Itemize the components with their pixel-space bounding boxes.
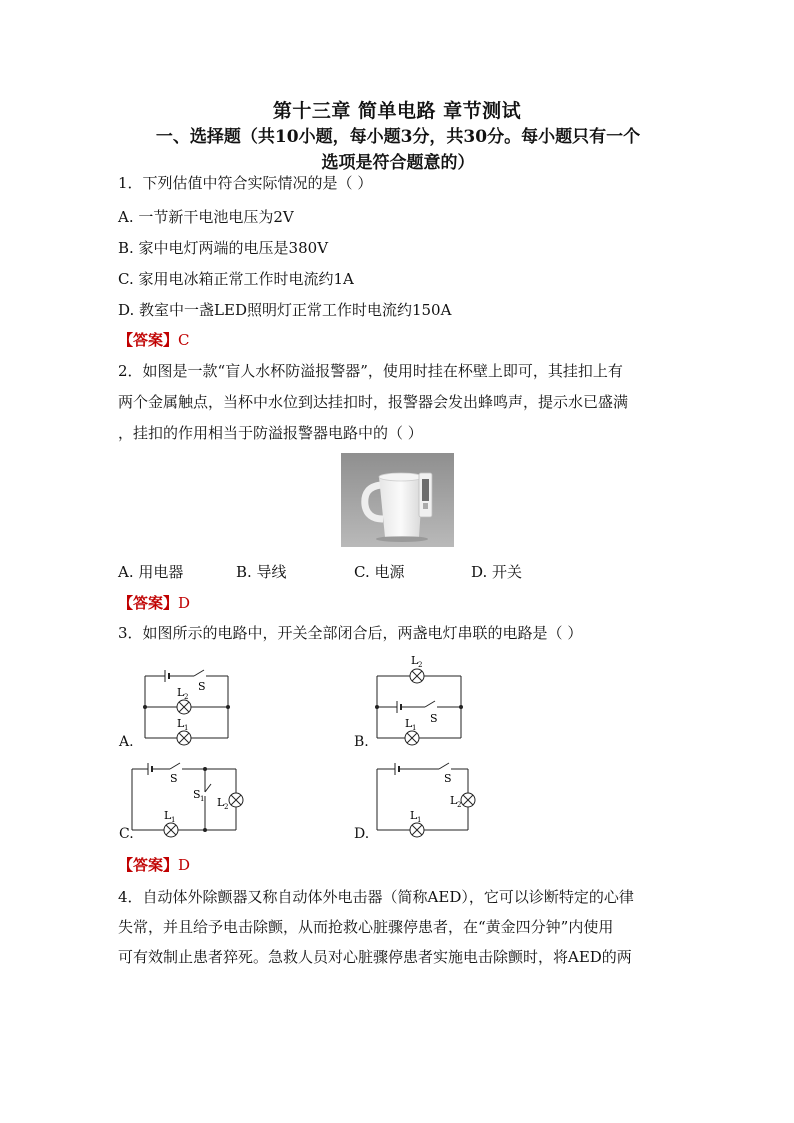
q2-answer: [118, 592, 190, 613]
section-heading-line2: 选项是符合题意的）: [321, 153, 475, 173]
circuit-a-switch-label: S: [198, 680, 206, 693]
circuit-a-l2-label: L: [177, 686, 185, 699]
circuit-a-l1-label: L: [177, 717, 185, 730]
q3-answer: [118, 854, 190, 875]
circuit-b-l1-subscript: 1: [412, 724, 417, 732]
circuit-c-l2-label: L: [217, 796, 225, 809]
q4-stem-line1: 4．自动体外除颤器又称自动体外电击器（简称AED），它可以诊断特定的心律: [118, 888, 634, 906]
answer-tag: 【答案】: [118, 331, 179, 349]
q1-answer: [118, 329, 190, 350]
q3-stem: 3．如图所示的电路中，开关全部闭合后，两盏电灯串联的电路是（ ）: [118, 624, 583, 642]
circuit-c-diagram: [120, 754, 250, 844]
circuit-c-s1-label: S: [193, 788, 201, 801]
circuit-b-label: B.: [354, 734, 369, 750]
answer-tag: 【答案】: [118, 594, 179, 612]
q2-stem-line2: 两个金属触点，当杯中水位到达挂扣时，报警器会发出蜂鸣声，提示水已盛满: [118, 393, 629, 411]
section-heading: [118, 124, 678, 176]
q2-option-d: D. 开关: [471, 563, 523, 581]
circuit-a-l2-subscript: 2: [184, 693, 189, 701]
circuit-b-l2-label: L: [411, 654, 419, 667]
answer-value: D: [178, 856, 191, 874]
circuit-b-l2-subscript: 2: [418, 661, 423, 669]
circuit-a-l1-subscript: 1: [184, 724, 189, 732]
circuit-c-l1-label: L: [164, 809, 172, 822]
q1-option-c: C. 家用电冰箱正常工作时电流约1A: [118, 270, 354, 288]
circuit-d-diagram: [355, 754, 485, 844]
q1-option-a: A. 一节新干电池电压为2V: [118, 208, 294, 226]
q2-option-c: C. 电源: [354, 563, 405, 581]
circuit-d-l2-subscript: 2: [457, 801, 462, 809]
circuit-b-l1-label: L: [405, 717, 413, 730]
q2-stem-line1: 2．如图是一款“盲人水杯防溢报警器”，使用时挂在杯壁上即可，其挂扣上有: [118, 362, 623, 380]
page-title: 第十三章 简单电路 章节测试: [272, 100, 522, 122]
circuit-d-l2-label: L: [450, 794, 458, 807]
circuit-d-l1-label: L: [410, 809, 418, 822]
circuit-a-label: A.: [119, 734, 134, 750]
q2-option-b: B. 导线: [236, 563, 287, 581]
circuit-b-diagram: [355, 652, 475, 752]
circuit-d-switch-label: S: [444, 772, 452, 785]
answer-value: C: [178, 331, 190, 349]
cup-with-alarm-photo: [341, 453, 454, 547]
q2-option-a: A. 用电器: [118, 563, 184, 581]
circuit-c-switch-label: S: [170, 772, 178, 785]
q1-option-d: D. 教室中一盏LED照明灯正常工作时电流约150A: [118, 301, 452, 319]
circuit-c-s1-subscript: 1: [200, 795, 205, 803]
circuit-c-l1-subscript: 1: [171, 816, 176, 824]
circuit-c-l2-subscript: 2: [224, 803, 229, 811]
q4-stem-line2: 失常，并且给予电击除颤，从而抢救心脏骤停患者，在“黄金四分钟”内使用: [118, 918, 614, 936]
circuit-b-switch-label: S: [430, 712, 438, 725]
q1-stem: 1．下列估值中符合实际情况的是（ ）: [118, 174, 373, 192]
circuit-c-label: C.: [119, 826, 134, 842]
q2-stem-line3: ，挂扣的作用相当于防溢报警器电路中的（ ）: [118, 424, 423, 442]
circuit-a-diagram: [120, 652, 240, 752]
section-heading-line1: 一、选择题（共10小题，每小题3分，共30分。每小题只有一个: [155, 127, 641, 147]
circuit-d-label: D.: [354, 826, 370, 842]
answer-value: D: [178, 594, 191, 612]
circuit-d-l1-subscript: 1: [417, 816, 422, 824]
q1-option-b: B. 家中电灯两端的电压是380V: [118, 239, 329, 257]
q4-stem-line3: 可有效制止患者猝死。急救人员对心脏骤停患者实施电击除颤时，将AED的两: [118, 948, 632, 966]
answer-tag: 【答案】: [118, 856, 179, 874]
